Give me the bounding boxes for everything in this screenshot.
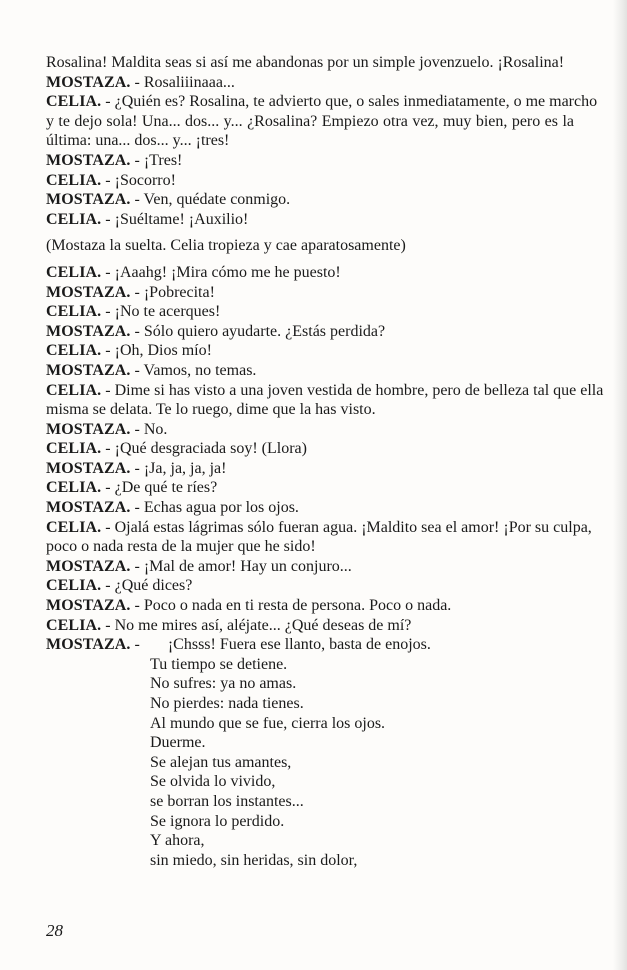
dialogue-text: - ¿De qué te ríes? [101,479,218,497]
dialogue-line [46,341,574,361]
speaker-name: CELIA. [46,93,102,111]
dialogue-line [46,190,574,210]
speaker-name: CELIA. [46,263,102,281]
dialogue-text: - ¡Socorro! [101,171,176,189]
dialogue-line [46,151,574,171]
verse-line: Se ignora lo perdido. [150,812,285,830]
dialogue-text: - Echas agua por los ojos. [130,499,299,517]
verse-line: No sufres: ya no amas. [150,675,297,693]
dialogue-text: - No. [130,420,168,438]
dialogue-text: - Poco o nada en ti resta de persona. Poco o nada. [130,597,452,615]
verse-line: Al mundo que se fue, cierra los ojos. [150,714,386,732]
speaker-name: MOSTAZA. [46,322,131,340]
speaker-name: MOSTAZA. [46,557,131,575]
speaker-name: CELIA. [46,479,102,497]
verse-line: Y ahora, [150,832,205,850]
verse-line: se borran los instantes... [150,792,304,810]
dialogue-text: - ¡Suéltame! ¡Auxilio! [101,210,249,228]
continuation-line: misma se delata. Te lo ruego, dime que la has visto. [46,401,376,419]
dialogue-line [46,635,574,655]
dialogue-line [46,210,574,230]
verse-line: sin miedo, sin heridas, sin dolor, [150,851,358,869]
dialogue-text: - Ven, quédate conmigo. [130,191,291,209]
speaker-name: CELIA. [46,171,102,189]
dialogue-line [46,459,574,479]
speaker-name: CELIA. [46,518,102,536]
dialogue-text: - ¡No te acerques! [101,303,221,321]
dialogue-line [46,73,574,93]
verse-line: Tu tiempo se detiene. [150,655,288,673]
speaker-name: MOSTAZA. [46,73,131,91]
continuation-line: poco o nada resta de la mujer que he sido! [46,538,316,556]
speaker-name: MOSTAZA. [46,361,131,379]
speaker-name: MOSTAZA. [46,499,131,517]
dialogue-line [46,322,574,342]
dialogue-line [46,381,604,401]
speaker-name: MOSTAZA. [46,597,131,615]
dialogue-text: - No me mires así, aléjate... ¿Qué deseas de mí? [101,616,412,634]
speaker-name: MOSTAZA. [46,283,131,301]
dialogue-text: - Rosaliiinaaa... [130,73,235,91]
dialogue-text: - ¿Qué dices? [101,577,193,595]
speaker-name: MOSTAZA. [46,151,131,169]
dialogue-text: - Sólo quiero ayudarte. ¿Estás perdida? [130,322,386,340]
speaker-name: MOSTAZA. [46,459,131,477]
verse-line: Duerme. [150,734,206,752]
dialogue-line [46,171,574,191]
dialogue-line [46,576,574,596]
dialogue-line [46,498,574,518]
dialogue-line [46,518,592,538]
speaker-name: CELIA. [46,616,102,634]
speaker-name: MOSTAZA. [46,636,131,654]
verse-line: Se alejan tus amantes, [150,753,292,771]
dialogue-line [46,302,574,322]
dialogue-line [46,92,598,112]
dialogue-text: - ¡Oh, Dios mío! [101,342,212,360]
speaker-name: CELIA. [46,210,102,228]
dialogue-text: - ¡Qué desgraciada soy! (Llora) [101,440,307,458]
continuation-line: y te dejo sola! Una... dos... y... ¿Rosalina? Empiezo otra vez, muy bien, pero es la [46,112,574,130]
dialogue-text: - ¡Ja, ja, ja, ja! [130,459,227,477]
speaker-name: CELIA. [46,577,102,595]
dialogue-line [46,557,574,577]
dialogue-text: - ¡Mal de amor! Hay un conjuro... [130,557,352,575]
page-edge-shadow [613,0,627,970]
dialogue-line [46,361,574,381]
dialogue-line [46,263,574,283]
dialogue-line [46,439,574,459]
dialogue-line [46,616,574,636]
dialogue-text: - Vamos, no temas. [130,361,257,379]
page-number: 28 [46,921,63,940]
dialogue-text: - Ojalá estas lágrimas sólo fueran agua. ¡Maldito sea el amor! ¡Por su culpa, [101,518,592,536]
dialogue-text: - ¡Aaahg! ¡Mira cómo me he puesto! [101,263,341,281]
speaker-name: MOSTAZA. [46,420,131,438]
dialogue-line [46,283,574,303]
script-text [46,53,604,870]
speaker-name: CELIA. [46,381,102,399]
continuation-line: última: una... dos... y... ¡tres! [46,132,230,150]
dialogue-text: - ¡Chsss! Fuera ese llanto, basta de enojos. [130,636,431,654]
dialogue-line [46,478,574,498]
dialogue-text: - ¿Quién es? Rosalina, te advierto que, o sales inmediatamente, o me marcho [101,93,598,111]
speaker-name: CELIA. [46,440,102,458]
dialogue-text: - ¡Tres! [130,151,183,169]
speaker-name: CELIA. [46,303,102,321]
dialogue-line [46,596,574,616]
stage-direction: (Mostaza la suelta. Celia tropieza y cae aparatosamente) [46,237,406,255]
dialogue-text: - Dime si has visto a una joven vestida de hombre, pero de belleza tal que ella [101,381,604,399]
verse-line: No pierdes: nada tienes. [150,695,304,712]
speaker-name: MOSTAZA. [46,191,131,209]
speaker-name: CELIA. [46,342,102,360]
continuation-line: Rosalina! Maldita seas si así me abandonas por un simple jovenzuelo. ¡Rosalina! [46,54,565,71]
dialogue-text: - ¡Pobrecita! [130,283,215,301]
verse-line: Se olvida lo vivido, [150,773,276,791]
dialogue-line [46,420,574,440]
